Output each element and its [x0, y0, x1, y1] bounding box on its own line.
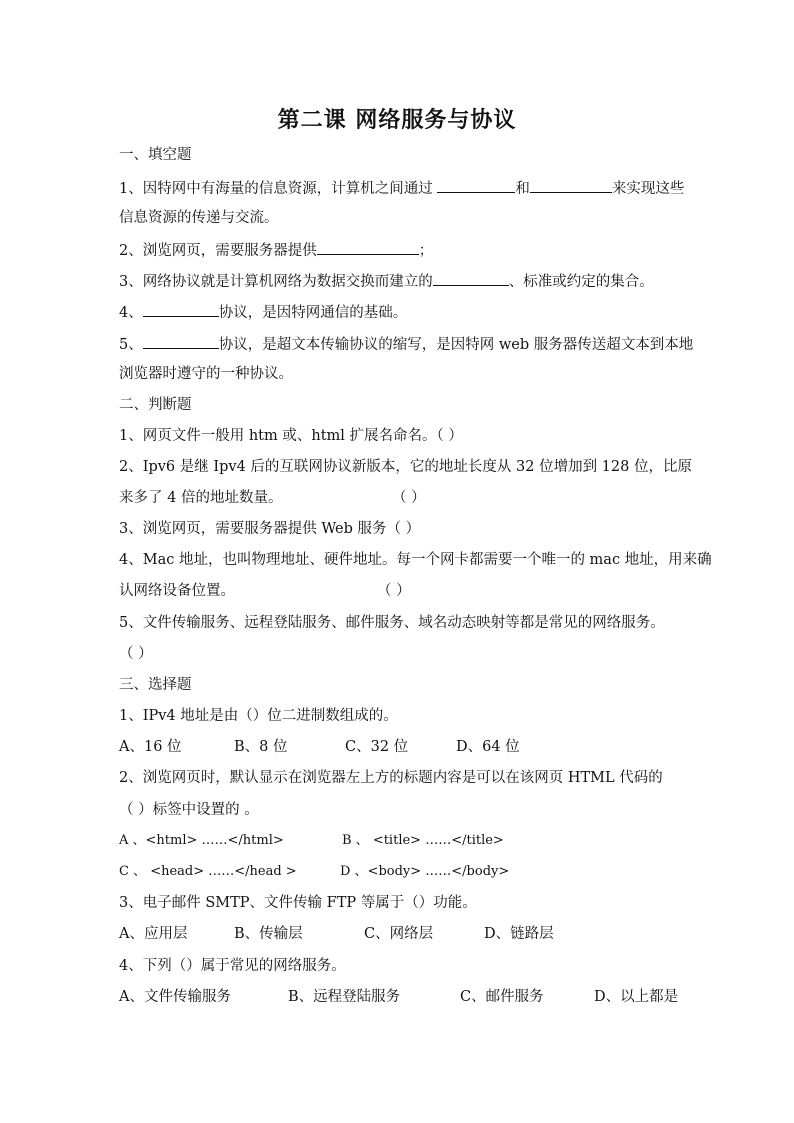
option-c: C、网络层: [364, 926, 434, 942]
question-text: 、标准或约定的集合。: [508, 274, 654, 290]
answer-parentheses: （ ）: [377, 583, 411, 599]
option-b: B、8 位: [234, 739, 288, 755]
question-1-4: [119, 301, 679, 323]
question-1-5: [119, 333, 694, 355]
question-text: 协议，是超文本传输协议的缩写，是因特网 web 服务器传送超文本到本地: [218, 337, 694, 353]
question-2-5: 5、文件传输服务、远程登陆服务、邮件服务、域名动态映射等都是常见的网络服务。: [119, 615, 665, 631]
option-c: C 、 <head> ……</head >: [119, 864, 297, 879]
option-a: A、文件传输服务: [119, 989, 231, 1005]
answer-blank: [530, 177, 612, 193]
question-1-5-cont: 浏览器时遵守的一种协议。: [119, 366, 293, 382]
question-3-1: 1、IPv4 地址是由（）位二进制数组成的。: [119, 708, 398, 724]
section-heading-multiple-choice: 三、选择题: [119, 677, 192, 693]
question-2-4: 4、Mac 地址，也叫物理地址、硬件地址。每一个网卡都需要一个唯一的 mac 地址，用来确: [119, 552, 712, 568]
question-text: 1、因特网中有海量的信息资源，计算机之间通过: [119, 181, 433, 197]
question-text: 5、: [119, 337, 143, 353]
option-b: B、传输层: [234, 926, 303, 942]
option-b: B 、 <title> ……</title>: [342, 833, 504, 848]
question-2-1: 1、网页文件一般用 htm 或、html 扩展名命名。（ ）: [119, 428, 463, 444]
option-a: A 、<html> ……</html>: [119, 833, 284, 848]
answer-blank: [143, 301, 219, 317]
option-d: D、64 位: [456, 739, 520, 755]
answer-blank: [437, 177, 515, 193]
question-1-1-cont: 信息资源的传递与交流。: [119, 210, 279, 226]
option-b: B、远程登陆服务: [288, 989, 401, 1005]
option-d: D 、<body> ……</body>: [340, 864, 510, 879]
question-text: 4、: [119, 305, 143, 321]
question-text: 来实现这些: [611, 181, 685, 197]
answer-blank: [143, 333, 219, 349]
question-text: 和: [515, 181, 530, 197]
answer-blank: [433, 270, 509, 286]
question-3-3: 3、电子邮件 SMTP、文件传输 FTP 等属于（）功能。: [119, 895, 477, 911]
question-text: 来多了 4 倍的地址数量。: [119, 490, 283, 506]
question-2-2-cont: [119, 488, 679, 508]
page-title: 第二课 网络服务与协议: [277, 107, 517, 133]
option-c: C、32 位: [345, 739, 409, 755]
question-text: 3、网络协议就是计算机网络为数据交换而建立的: [119, 274, 433, 290]
option-d: D、以上都是: [594, 989, 679, 1005]
question-1-3: [119, 270, 679, 292]
option-a: A、16 位: [119, 739, 182, 755]
question-3-2-cont: （ ）标签中设置的 。: [119, 802, 259, 818]
section-heading-fill-blank: 一、填空题: [119, 147, 192, 163]
option-d: D、链路层: [484, 926, 554, 942]
question-3-2: 2、浏览网页时，默认显示在浏览器左上方的标题内容是可以在该网页 HTML 代码的: [119, 770, 663, 786]
question-2-2: 2、Ipv6 是继 Ipv4 后的互联网协议新版本，它的地址长度从 32 位增加到 128 位，比原: [119, 459, 692, 475]
section-heading-true-false: 二、判断题: [119, 397, 192, 413]
question-text: 认网络设备位置。: [119, 583, 235, 599]
question-2-3: 3、浏览网页，需要服务器提供 Web 服务（ ）: [119, 521, 421, 537]
option-a: A、应用层: [119, 926, 188, 942]
question-3-4: 4、下列（）属于常见的网络服务。: [119, 958, 346, 974]
question-1-2: [119, 239, 679, 261]
answer-parentheses: （ ）: [392, 490, 426, 506]
answer-blank: [317, 239, 419, 255]
question-text: ；: [418, 243, 434, 259]
question-text: 协议，是因特网通信的基础。: [218, 305, 408, 321]
question-2-4-cont: [119, 581, 679, 601]
question-2-5-cont: （ ）: [119, 646, 153, 662]
question-text: 2、浏览网页，需要服务器提供: [119, 243, 317, 259]
question-1-1: [119, 177, 685, 199]
option-c: C、邮件服务: [460, 989, 544, 1005]
